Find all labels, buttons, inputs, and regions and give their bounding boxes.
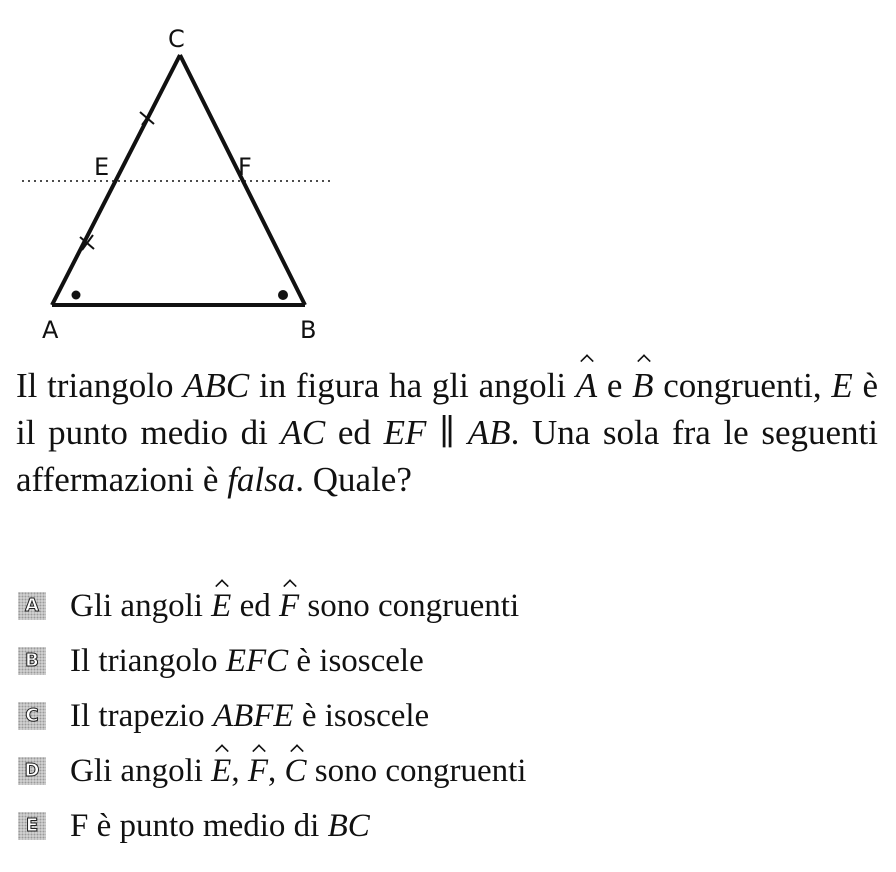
label-e: E: [94, 153, 110, 181]
emphasis-falsa: falsa: [227, 460, 296, 499]
label-f: F: [238, 153, 252, 181]
option-e-text: F è punto medio di BC: [70, 807, 370, 844]
label-a: A: [42, 316, 59, 344]
option-a-text: Gli angoli E ed F sono congruenti: [70, 587, 520, 624]
option-c-text: Il trapezio ABFE è isoscele: [70, 697, 430, 734]
option-c[interactable]: [18, 688, 878, 743]
angle-mark-b: [278, 290, 288, 300]
angle-a-hat: A: [576, 362, 597, 409]
option-b-badge: B: [18, 647, 46, 675]
option-a-badge: A: [18, 592, 46, 620]
question-text: Il triangolo ABC in figura ha gli angoli A e B congruenti, E è il punto medio di AC ed EF ∥ AB. Una sola fra le seguenti affermazioni è falsa. Quale?: [16, 362, 878, 503]
option-e-badge: E: [18, 812, 46, 840]
option-e[interactable]: [18, 798, 878, 853]
angle-b-hat: B: [632, 362, 653, 409]
label-c: C: [168, 25, 185, 53]
label-b: B: [300, 316, 317, 344]
option-b-text: Il triangolo EFC è isoscele: [70, 642, 424, 679]
option-c-badge: C: [18, 702, 46, 730]
answer-options: [18, 578, 878, 853]
option-d-badge: D: [18, 757, 46, 785]
side-ac: [52, 55, 180, 305]
option-d[interactable]: [18, 743, 878, 798]
triangle-figure: [0, 0, 360, 360]
option-a[interactable]: [18, 578, 878, 633]
option-d-text: Gli angoli E, F, C sono congruenti: [70, 752, 527, 789]
angle-mark-a: [72, 291, 81, 300]
option-b[interactable]: [18, 633, 878, 688]
